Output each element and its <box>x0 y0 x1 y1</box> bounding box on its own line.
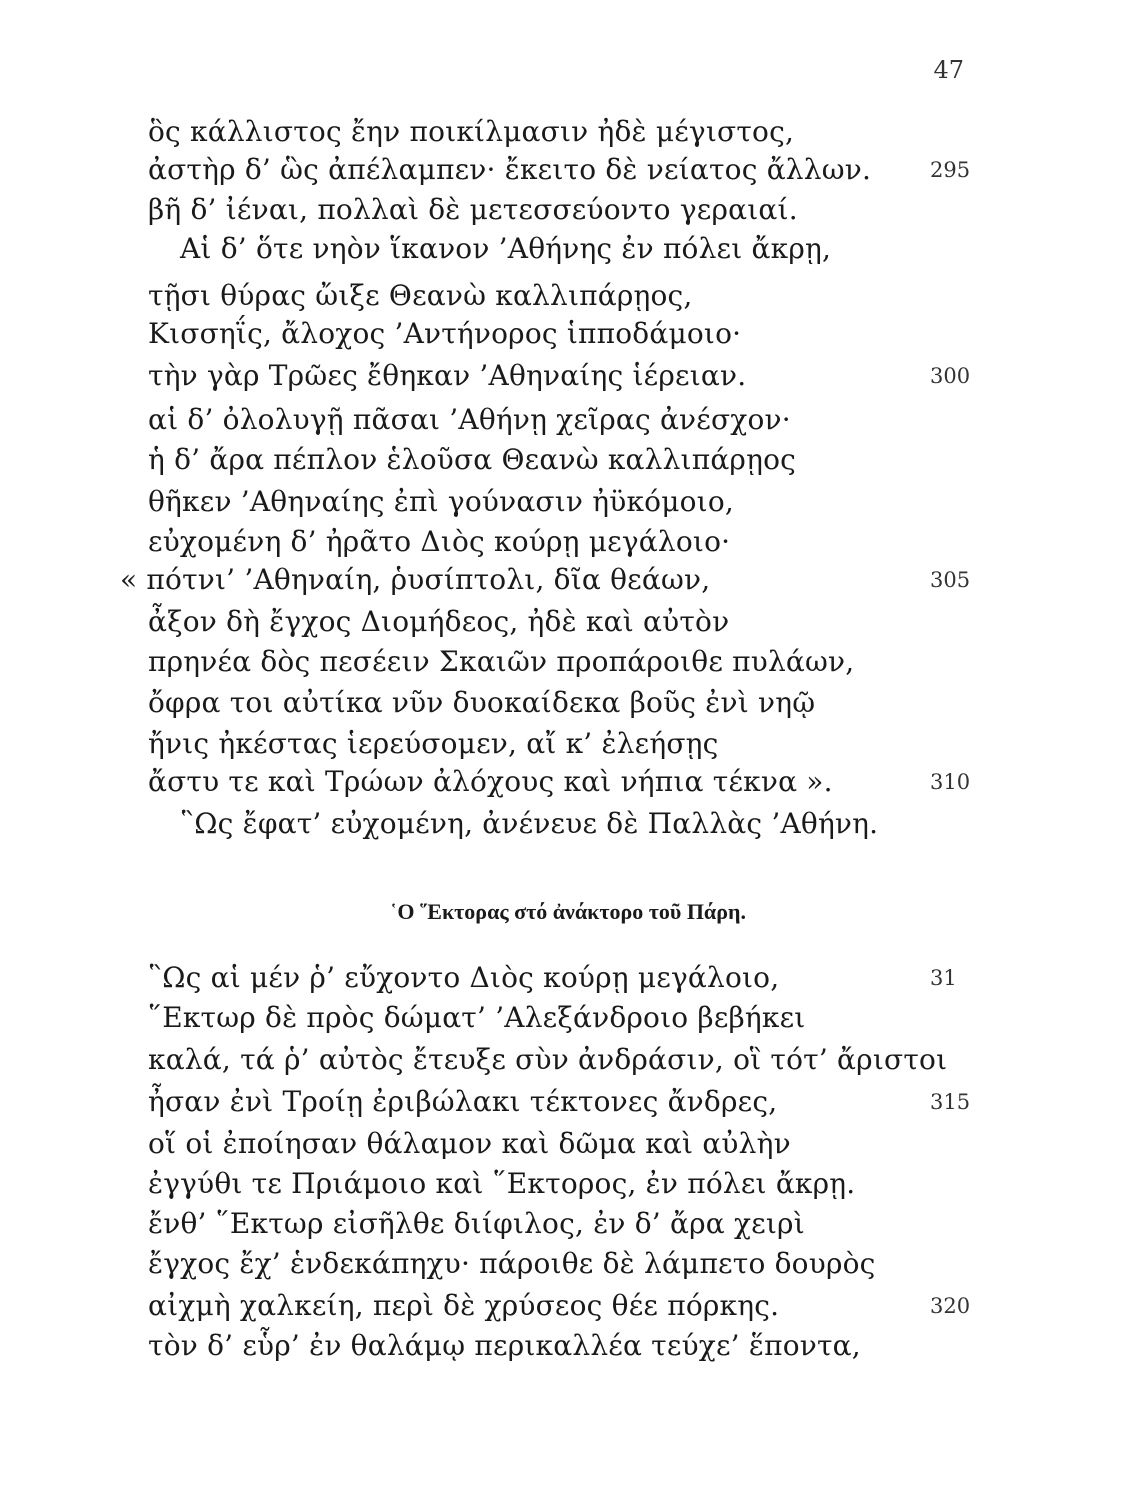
verse-text: « πότνι’ ’Αθηναίη, ῥυσίπτολι, δῖα θεάων, <box>120 563 711 596</box>
verse-text: ἤνις ἠκέστας ἱερεύσομεν, αἴ κ’ ἐλεήσῃς <box>148 727 719 760</box>
verse-line <box>0 994 1136 1042</box>
verse-line <box>0 1036 1136 1084</box>
verse-text: εὐχομένη δ’ ἠρᾶτο Διὸς κούρῃ μεγάλοιο· <box>148 525 731 558</box>
verse-line <box>0 556 1136 604</box>
verse-text: ἦσαν ἐνὶ Τροίῃ ἐριβώλακι τέκτονες ἄνδρες, <box>148 1085 778 1118</box>
verse-line <box>0 436 1136 484</box>
verse-text: ῝Ως ἔφατ’ εὐχομένη, ἀνένευε δὲ Παλλὰς ’Αθήνη. <box>180 807 879 840</box>
line-number: 320 <box>930 1294 971 1318</box>
line-number: 305 <box>930 568 971 592</box>
verse-text: ἔνθ’ ῞Εκτωρ εἰσῆλθε διίφιλος, ἐν δ’ ἄρα χειρὶ <box>148 1207 805 1240</box>
verse-line <box>0 758 1136 806</box>
verse-text: θῆκεν ’Αθηναίης ἐπὶ γούνασιν ἠϋκόμοιο, <box>148 485 734 518</box>
verse-line <box>0 1078 1136 1126</box>
verse-text: ἆξον δὴ ἔγχος Διομήδεος, ἠδὲ καὶ αὐτὸν <box>148 605 730 638</box>
verse-line <box>0 800 1136 848</box>
verse-text: Κισσηΐς, ἄλοχος ’Αντήνορος ἱπποδάμοιο· <box>148 317 742 350</box>
verse-text: ὃς κάλλιστος ἔην ποικίλμασιν ἠδὲ μέγιστος, <box>148 115 795 148</box>
line-number: 295 <box>930 158 971 182</box>
page-number: 47 <box>933 56 964 84</box>
verse-text: αἱ δ’ ὀλολυγῇ πᾶσαι ’Αθήνῃ χεῖρας ἀνέσχον· <box>148 403 791 436</box>
verse-text: καλά, τά ῥ’ αὐτὸς ἔτευξε σὺν ἀνδράσιν, οἳ τότ’ ἄριστοι <box>148 1043 948 1076</box>
line-number: 315 <box>930 1090 971 1114</box>
verse-line <box>0 1322 1136 1370</box>
verse-text: ἔγχος ἔχ’ ἑνδεκάπηχυ· πάροιθε δὲ λάμπετο δουρὸς <box>148 1247 876 1280</box>
section-heading: ῾Ο ῞Εκτορας στό ἀνάκτορο τοῦ Πάρη. <box>390 899 746 924</box>
line-number: 300 <box>930 364 971 388</box>
verse-line <box>0 310 1136 358</box>
verse-text: πρηνέα δὸς πεσέειν Σκαιῶν προπάροιθε πυλάων, <box>148 645 855 678</box>
verse-text: ὄφρα τοι αὐτίκα νῦν δυοκαίδεκα βοῦς ἐνὶ νηῷ <box>148 686 816 719</box>
verse-text: οἵ οἱ ἐποίησαν θάλαμον καὶ δῶμα καὶ αὐλὴν <box>148 1127 791 1160</box>
verse-text: ἀστὴρ δ’ ὣς ἀπέλαμπεν· ἔκειτο δὲ νείατος ἄλλων. <box>148 153 872 186</box>
line-number: 310 <box>930 770 971 794</box>
verse-text: ῝Ως αἱ μέν ῥ’ εὔχοντο Διὸς κούρῃ μεγάλοιο, <box>148 961 780 994</box>
verse-text: τῇσι θύρας ὤιξε Θεανὼ καλλιπάρῃος, <box>148 279 693 312</box>
verse-text: Αἱ δ’ ὅτε νηὸν ἵκανον ’Αθήνης ἐν πόλει ἄκρῃ, <box>180 232 832 265</box>
verse-text: ἄστυ τε καὶ Τρώων ἀλόχους καὶ νήπια τέκνα ». <box>148 765 833 798</box>
verse-text: ῞Εκτωρ δὲ πρὸς δώματ’ ’Αλεξάνδροιο βεβήκει <box>148 1001 806 1034</box>
line-number: 31 <box>930 966 957 990</box>
verse-text: τὴν γὰρ Τρῶες ἔθηκαν ’Αθηναίης ἱέρειαν. <box>148 359 747 392</box>
verse-line <box>0 352 1136 400</box>
verse-text: βῆ δ’ ἰέναι, πολλαὶ δὲ μετεσσεύοντο γεραιαί. <box>148 193 798 226</box>
verse-text: τὸν δ’ εὗρ’ ἐν θαλάμῳ περικαλλέα τεύχε’ ἕποντα, <box>148 1329 861 1362</box>
verse-line <box>0 1240 1136 1288</box>
verse-text: ἐγγύθι τε Πριάμοιο καὶ ῞Εκτορος, ἐν πόλει ἄκρῃ. <box>148 1167 856 1200</box>
verse-line <box>0 225 1136 273</box>
verse-text: αἰχμὴ χαλκείη, περὶ δὲ χρύσεος θέε πόρκης. <box>148 1289 780 1322</box>
verse-text: ἡ δ’ ἄρα πέπλον ἑλοῦσα Θεανὼ καλλιπάρῃος <box>148 443 797 476</box>
